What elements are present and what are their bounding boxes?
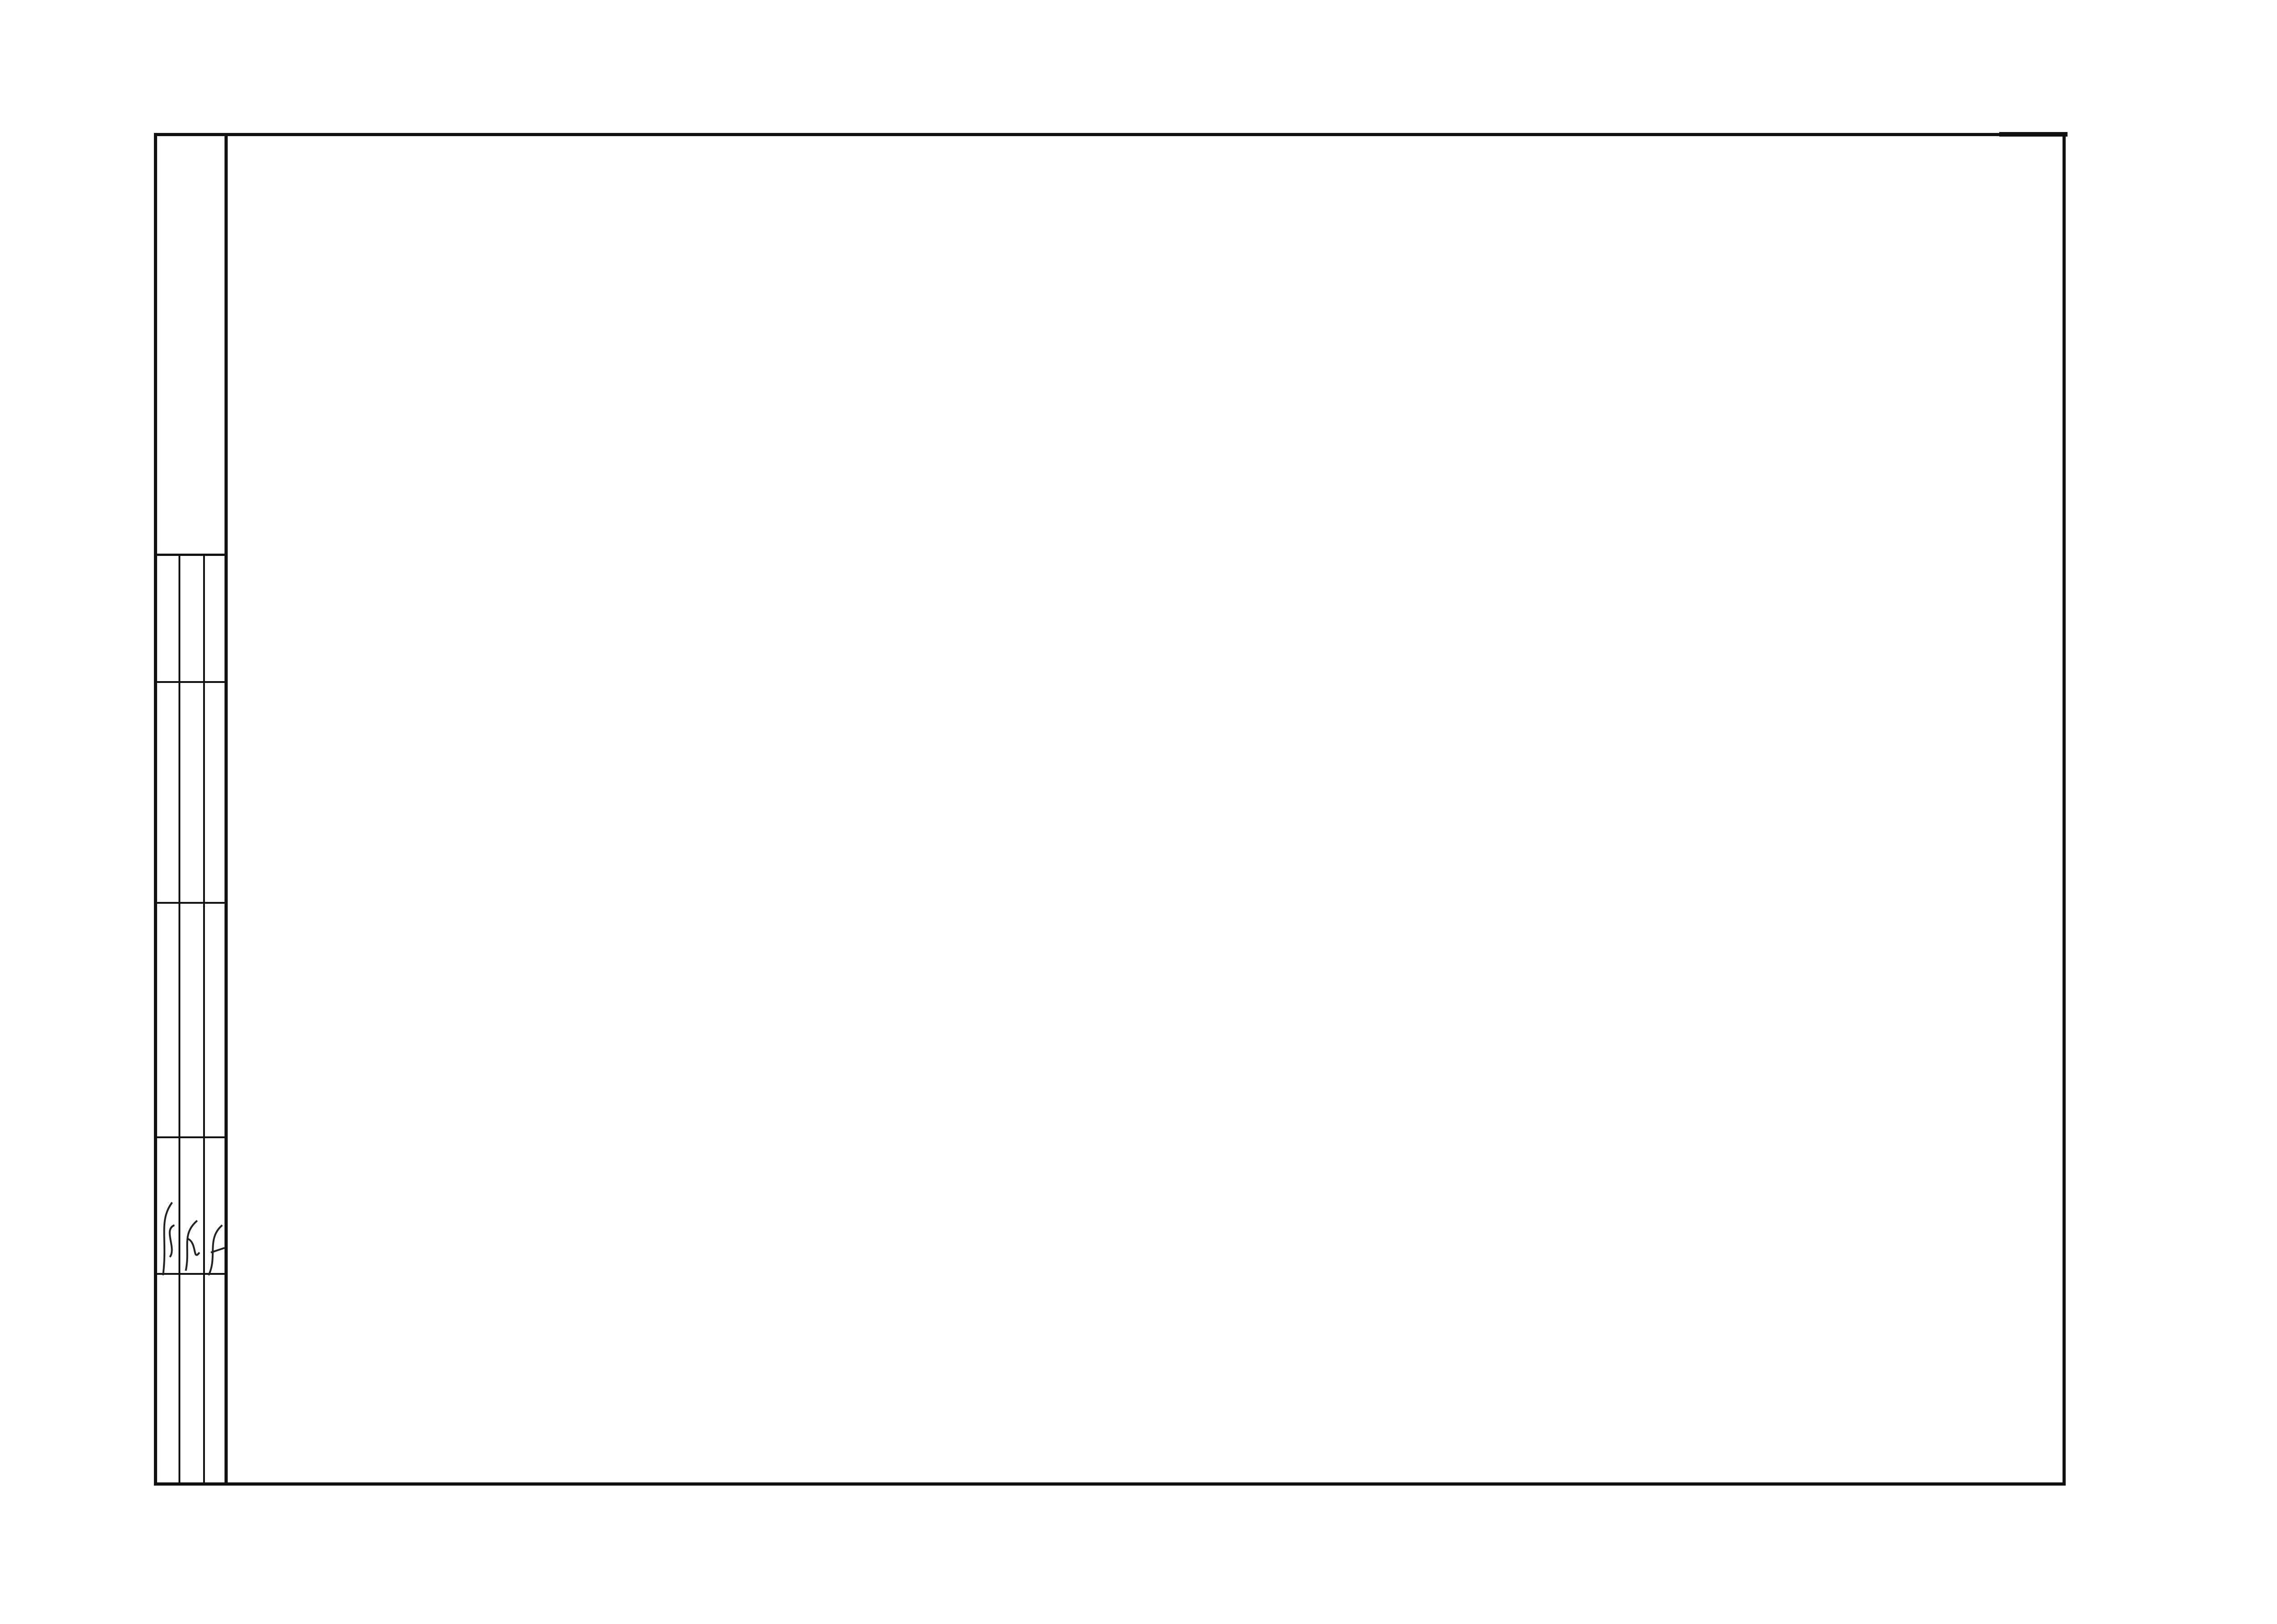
handwritten-signatures (154, 1184, 228, 1298)
stamp-divider (154, 902, 228, 904)
approval-stamp (154, 554, 228, 1486)
stamp-divider (203, 556, 205, 1486)
stamp-divider (179, 556, 180, 1486)
stamp-divider (154, 1136, 228, 1138)
stamp-divider (154, 681, 228, 683)
frame-top-mark (1999, 132, 2068, 137)
drawing-frame (154, 133, 2066, 1486)
